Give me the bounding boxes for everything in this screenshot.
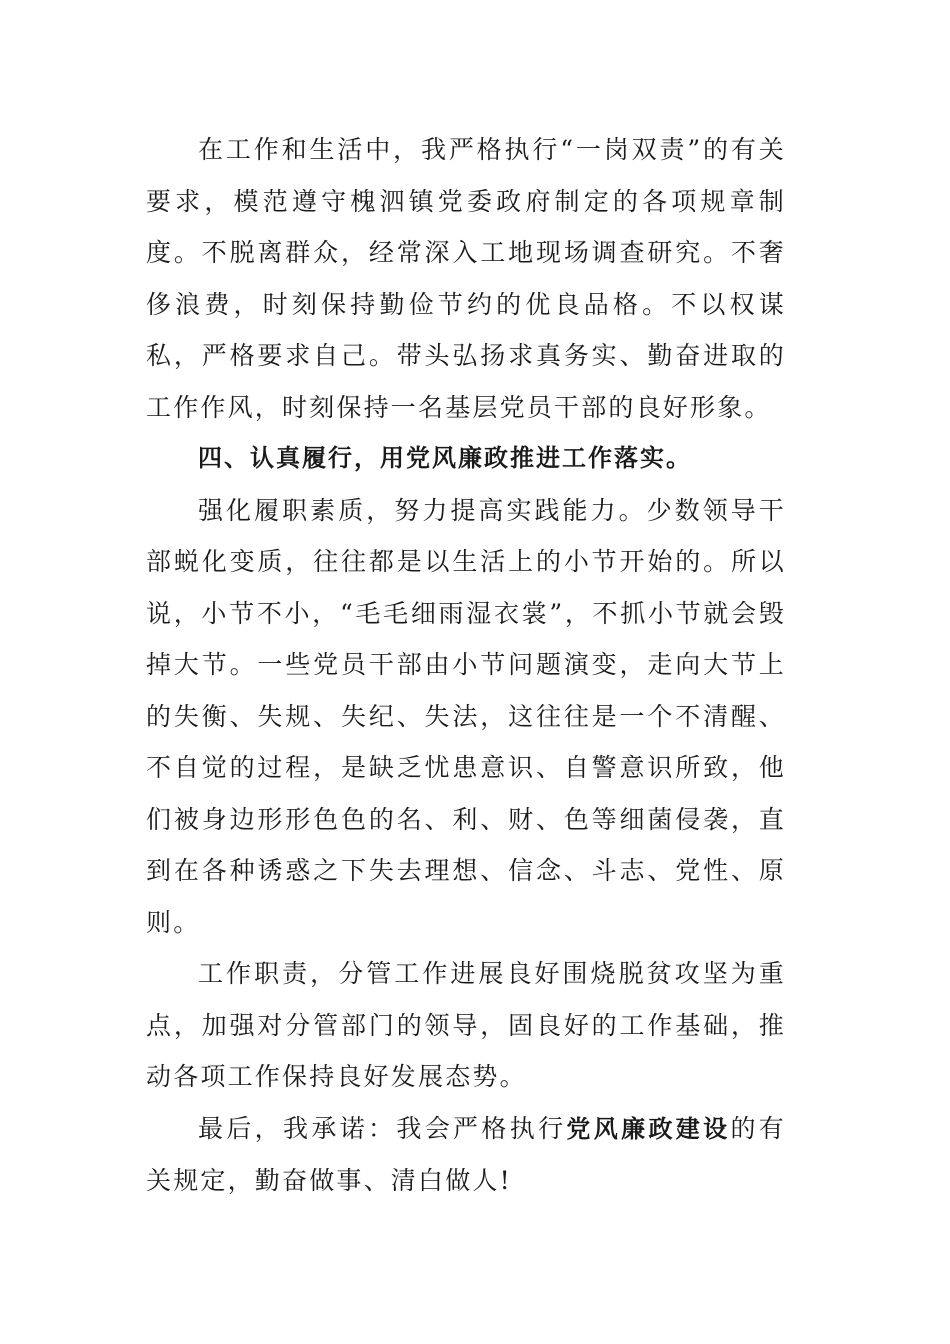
paragraph-integrity: 强化履职素质，努力提高实践能力。少数领导干部蜕化变质，往往都是以生活上的小节开始的。所以说，小节不小，“毛毛细雨湿衣裳”，不抓小节就会毁掉大节。一些党员干部由小节问题演变，走向大节上的失衡、失规、失纪、失法，这往往是一个不清醒、不自觉的过程，是缺乏忧患意识、自警意识所致，他们被身边形形色色的名、利、财、色等细菌侵袭，直到在各种诱惑之下失去理想、信念、斗志、党性、原则。 xyxy=(146,495,786,937)
paragraph-responsibilities: 工作职责，分管工作进展良好围烧脱贫攻坚为重点，加强对分管部门的领导，固良好的工作基础，推动各项工作保持良好发展态势。 xyxy=(146,959,786,1091)
commitment-emphasis: 党风廉政建设 xyxy=(566,1114,731,1143)
document-body xyxy=(146,124,786,1207)
paragraph-commitment xyxy=(146,1103,786,1207)
paragraph-discipline: 在工作和生活中，我严格执行“一岗双责”的有关要求，模范遵守槐泗镇党委政府制定的各项规章制度。不脱离群众，经常深入工地现场调查研究。不奢侈浪费，时刻保持勤俭节约的优良品格。不以权谋私，严格要求自己。带头弘扬求真务实、勤奋进取的工作作风，时刻保持一名基层党员干部的良好形象。 xyxy=(146,135,786,422)
commitment-text-end: 的有关规定，勤奋做事、清白做人! xyxy=(146,1113,787,1195)
commitment-text-start: 最后，我承诺：我会严格执行 xyxy=(198,1113,567,1143)
section-heading: 四、认真履行，用党风廉政推进工作落实。 xyxy=(198,444,692,472)
